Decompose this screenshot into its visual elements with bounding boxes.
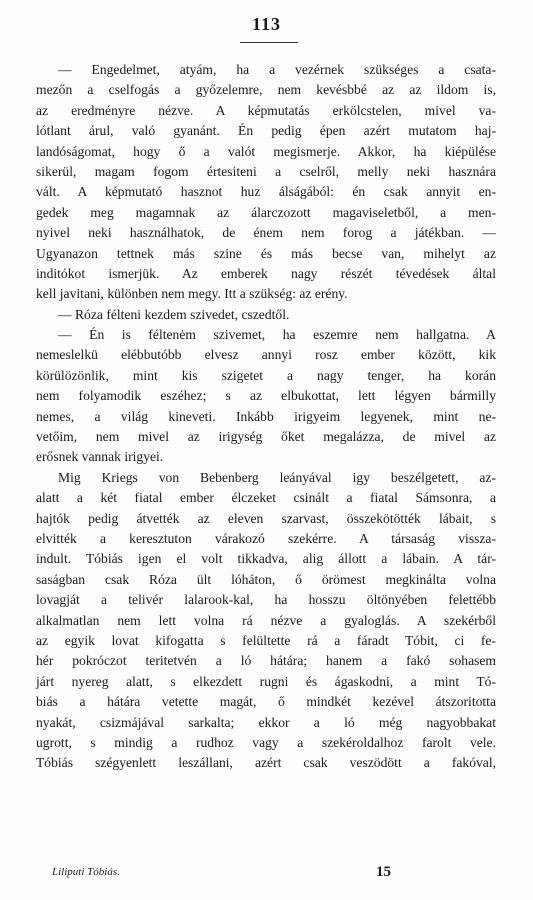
text-line: járt nyereg alatt, s elkezdett rugni és ágaskodni, a mint Tó- <box>36 673 496 689</box>
text-line: hér pokróczot teritetvén a ló hátára; hanem a fakó sohasem <box>36 653 496 669</box>
body-text <box>36 60 496 774</box>
text-line: — Róza félteni kezdem szivedet, cszedtől. <box>58 306 290 322</box>
text-line: alatt a két fiatal ember élczeket csinált a fiatal Sámsonra, a <box>36 490 496 506</box>
text-line: ugrott, s mindig a rudhoz vagy a szekéroldalhoz farolt vele. <box>36 734 496 750</box>
text-line: saságban csak Róza ült lóháton, ő örömest megkinálta volna <box>36 571 496 587</box>
text-line: lótlant árul, való gyanánt. Én pedig épen azért mutatom haj- <box>36 123 496 139</box>
text-line: — Engedelmet, atyám, ha a vezérnek szükséges a csata- <box>58 62 496 77</box>
text-line: vetőim, nem mivel az irigység őket megalázza, de mivel az <box>36 429 496 445</box>
text-line: nemes, a világ kineveti. Inkább irigyeim legyenek, mint ne- <box>36 408 496 424</box>
page-footer <box>36 866 496 886</box>
text-line: alkalmatlan nem lett volna rá nézve a gyaloglás. A szekérből <box>36 612 496 628</box>
text-line: nyakát, csizmájával sarkalta; ekkor a ló még nagyobbakat <box>36 714 496 730</box>
text-line: nem folyamodik eszéhez; s az elbukottat, lett légyen bármilly <box>36 388 496 404</box>
text-line: Ugyanazon tettnek más szine és más becse van, mihelyt az <box>36 245 496 261</box>
text-line: az eredményre nézve. A képmutatás erkölcstelen, mivel va- <box>36 102 496 118</box>
text-line: nemeslelkü elébbutóbb elvesz annyi rosz ember között, kik <box>36 347 496 363</box>
text-line: körülözönlik, mint kis szigetet a nagy tenger, ha korán <box>36 367 496 383</box>
text-line: — Én is féltenėm szivemet, ha eszemre nem hallgatna. A <box>58 327 496 343</box>
text-line: landóságomat, hogy ő a valót megismerje. Akkor, ha kiépülése <box>36 143 496 159</box>
text-line: inditókot ismerjük. Az emberek nagy részét tévedések által <box>36 265 496 281</box>
text-line: biás a hátára vetette magát, ő mindkét kezével átszoritotta <box>36 694 496 710</box>
text-line: nyivel neki használhatok, de énem nem forog a játékban. — <box>36 225 496 241</box>
text-line: az egyik lovat kifogatta s felültette rá a fáradt Tóbit, ci fe- <box>36 632 496 648</box>
text-line: kell javitani, különben nem megy. Itt a szükség: az erény. <box>36 286 348 302</box>
text-line: lovagját a telivér lalarook-kal, ha hosszu öltönyében felettébb <box>36 592 496 608</box>
text-line: elvitték a keresztuton várakozó szekérre. A társaság vissza- <box>36 530 496 546</box>
footer-signature-mark: 15 <box>376 864 391 880</box>
text-line: gedek meg magamnak az álarczozott magaviseletből, a men- <box>36 204 496 220</box>
text-line: Mig Kriegs von Bebenberg leányával igy beszélgetett, az- <box>58 469 496 485</box>
text-line: vált. A képmutató hasznot huz álságából: én csak annyit en- <box>36 184 496 200</box>
text-line: mezőn a cselfogás a győzelemre, nem kevésbbé az az ildom is, <box>36 82 496 98</box>
page-number: 113 <box>251 14 281 34</box>
text-line: Tóbiás szégyenlett leszállani, azért csak veszödött a fakóval, <box>36 755 496 771</box>
text-line: erősnek vannak irigyei. <box>36 449 164 465</box>
text-line: hajtók pedig átvették az eleven szarvast, összekötötték lábait, s <box>36 510 496 526</box>
footer-book-title: Liliputi Tóbiás. <box>52 866 120 878</box>
header-rule <box>240 42 298 43</box>
text-line: sikerül, magam fogom értesiteni a cselről, melly neki hasznára <box>36 163 496 179</box>
text-line: indult. Tóbiás igen el volt tikkadva, alig állott a lábain. A tár- <box>36 551 496 567</box>
